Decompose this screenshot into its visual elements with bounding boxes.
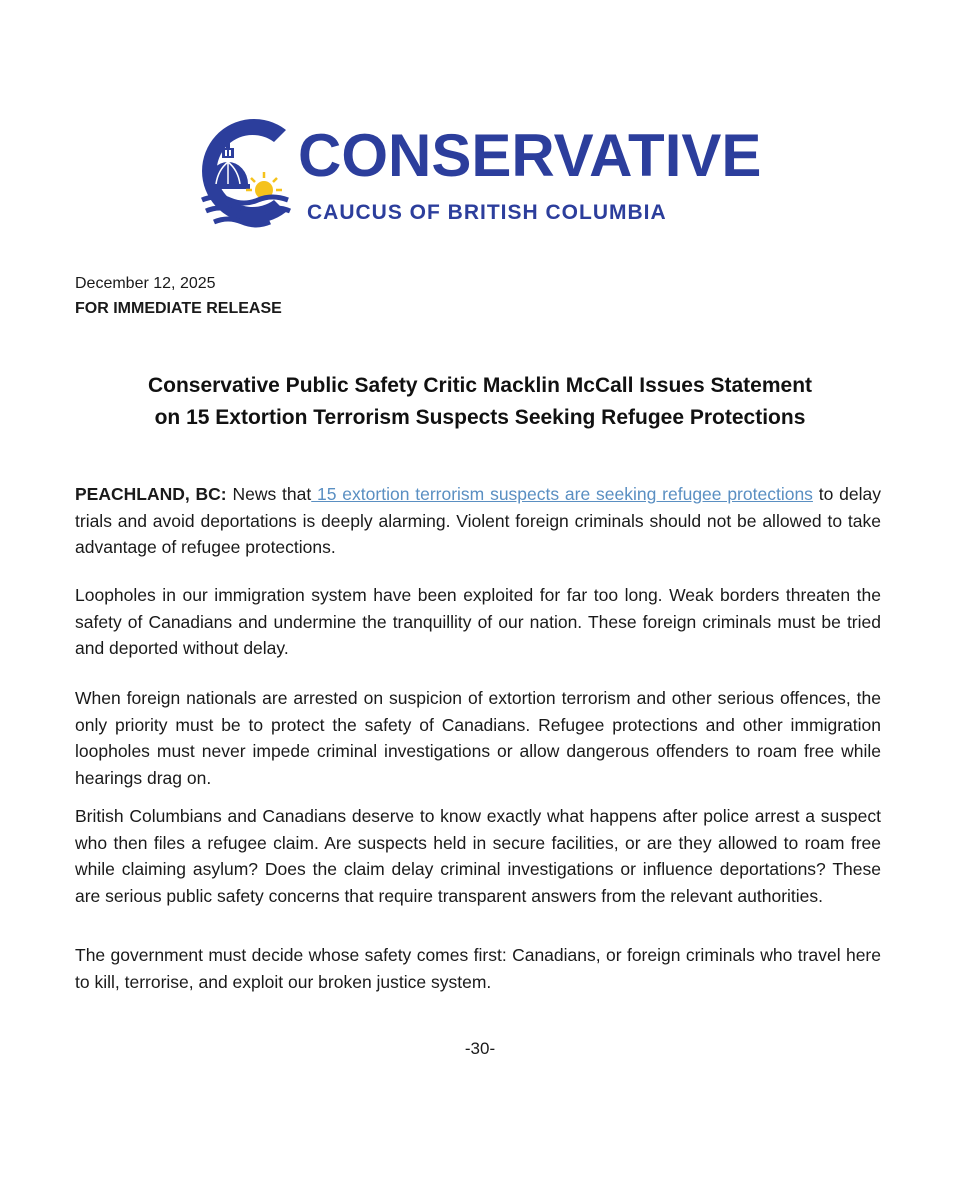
dome-sun-waves-logo-icon bbox=[190, 108, 298, 234]
title-line-2: on 15 Extortion Terrorism Suspects Seeking Refugee Protections bbox=[154, 406, 806, 429]
end-mark: -30- bbox=[464, 1039, 496, 1058]
dateline: PEACHLAND, BC: bbox=[75, 484, 227, 504]
press-release-title bbox=[60, 370, 900, 434]
paragraph-5: The government must decide whose safety comes first: Canadians, or foreign criminals who travel here to kill, terrorise, and exploit our broken justice system. bbox=[75, 945, 881, 992]
paragraph-4: British Columbians and Canadians deserve to know exactly what happens after police arrest a suspect who then files a refugee claim. Are suspects held in secure facilities, or are they allowed to roam free while claiming asylum? Does the claim delay criminal investigations or influence deportations? These are serious public safety concerns that require transparent answers from the relevant authorities. bbox=[75, 806, 881, 906]
release-date: December 12, 2025 bbox=[75, 275, 216, 292]
paragraph-2: Loopholes in our immigration system have been exploited for far too long. Weak borders threaten the safety of Canadians and undermine the tranquillity of our nation. These foreign criminals must be tried and deported without delay. bbox=[75, 585, 881, 658]
logo-subtitle: CAUCUS OF BRITISH COLUMBIA bbox=[307, 201, 667, 224]
title-line-1: Conservative Public Safety Critic Macklin McCall Issues Statement bbox=[147, 374, 813, 397]
paragraph-3: When foreign nationals are arrested on suspicion of extortion terrorism and other serious offences, the only priority must be to protect the safety of Canadians. Refugee protections and other immigration loopholes must never impede criminal investigations or allow dangerous offenders to roam free while hearings drag on. bbox=[75, 688, 881, 788]
refugee-protections-article-link[interactable]: 15 extortion terrorism suspects are seeking refugee protections bbox=[311, 484, 813, 504]
paragraph-1-rest: to delay trials and avoid deportations is deeply alarming. Violent foreign criminals should not be allowed to take advantage of refugee protections. bbox=[75, 484, 881, 557]
paragraph-1-intro: News that bbox=[226, 484, 312, 504]
conservative-caucus-logo bbox=[190, 108, 770, 236]
release-label: FOR IMMEDIATE RELEASE bbox=[75, 300, 282, 317]
logo-wordmark: CONSERVATIVE bbox=[298, 122, 762, 189]
paragraph-1 bbox=[75, 481, 881, 561]
